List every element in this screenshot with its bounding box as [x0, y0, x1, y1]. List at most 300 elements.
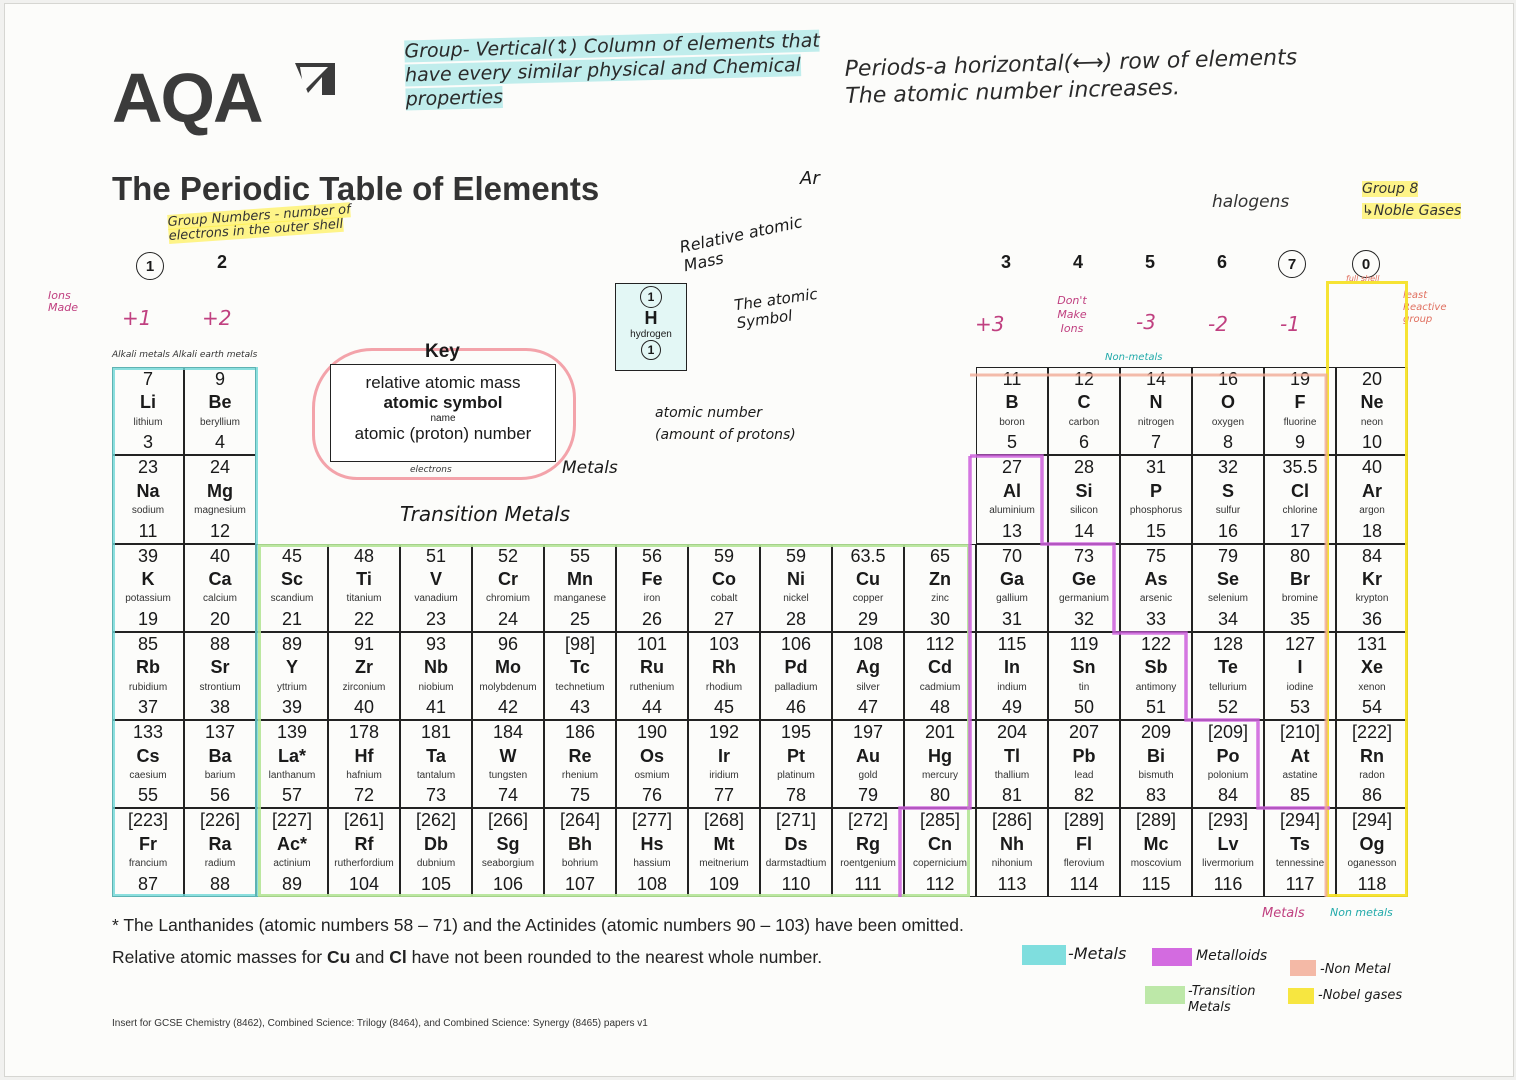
element-name: tellurium	[1209, 681, 1247, 693]
group-numbers-note: Group Numbers - number of electrons in the outer shell	[167, 202, 352, 244]
element-number: 106	[492, 873, 524, 894]
element-osmium	[616, 720, 688, 808]
element-yttrium	[256, 632, 328, 720]
element-iodine	[1264, 632, 1336, 720]
element-symbol: Ac*	[276, 833, 307, 854]
element-symbol: Po	[1216, 745, 1240, 766]
element-sodium	[112, 455, 184, 543]
charge-group-5: -3	[1136, 310, 1156, 334]
element-seaborgium	[472, 808, 544, 896]
element-symbol: Sr	[210, 657, 230, 678]
key-atomic-symbol: atomic symbol	[383, 393, 503, 412]
element-francium	[112, 808, 184, 896]
element-radon	[1336, 720, 1408, 808]
element-name: antimony	[1135, 681, 1177, 693]
element-name: astatine	[1282, 770, 1318, 782]
element-mass: 27	[1001, 457, 1023, 478]
element-mass: 201	[924, 722, 956, 743]
element-name: lanthanum	[268, 770, 316, 782]
element-mass: [272]	[847, 810, 889, 831]
element-mass: [98]	[564, 633, 596, 654]
element-number: 80	[929, 785, 951, 806]
element-symbol: Ir	[717, 745, 730, 766]
footnote-masses: Relative atomic masses for Cu and Cl have not been rounded to the nearest whole number.	[112, 947, 823, 967]
element-number: 20	[209, 608, 231, 629]
element-cadmium	[904, 632, 976, 720]
element-number: 5	[1006, 432, 1017, 453]
least-reactive-note: least Reactive group	[1403, 290, 1447, 325]
element-symbol: Cr	[497, 569, 518, 590]
element-name: francium	[128, 858, 168, 870]
element-number: 107	[564, 873, 596, 894]
element-name: osmium	[634, 770, 670, 782]
aqa-logo-mark-icon	[290, 55, 340, 100]
element-symbol: Bi	[1147, 745, 1165, 766]
key-name: name	[430, 413, 456, 424]
element-roentgenium	[832, 808, 904, 896]
element-symbol: Rg	[856, 833, 880, 854]
element-mass: 108	[852, 633, 884, 654]
element-name: copernicium	[913, 858, 967, 870]
element-sulfur	[1192, 455, 1264, 543]
element-symbol: Nb	[424, 657, 448, 678]
element-number: 42	[497, 697, 519, 718]
element-mass: [286]	[991, 810, 1033, 831]
element-radium	[184, 808, 256, 896]
element-mass: 75	[1145, 545, 1167, 566]
element-symbol: Cl	[1291, 480, 1309, 501]
element-name: germanium	[1058, 593, 1110, 605]
element-mass: 192	[708, 722, 740, 743]
element-number: 3	[142, 432, 153, 453]
element-name: zinc	[931, 593, 949, 605]
element-name: manganese	[553, 593, 607, 605]
element-actinium	[256, 808, 328, 896]
key-title: Key	[425, 341, 460, 362]
element-mass: 40	[1361, 457, 1383, 478]
element-number: 79	[857, 785, 879, 806]
element-number: 81	[1001, 785, 1023, 806]
element-number: 89	[281, 873, 303, 894]
element-symbol: Pb	[1072, 745, 1096, 766]
group-label-1: 1	[136, 252, 164, 280]
element-symbol: Ga	[999, 569, 1024, 590]
element-fluorine	[1264, 367, 1336, 455]
element-nihonium	[976, 808, 1048, 896]
element-mass: 93	[425, 633, 447, 654]
element-symbol: O	[1220, 392, 1235, 413]
element-name: sulfur	[1215, 505, 1241, 517]
element-symbol: Fe	[641, 569, 663, 590]
element-name: potassium	[125, 593, 171, 605]
element-mass: 119	[1069, 633, 1099, 654]
element-name: xenon	[1358, 681, 1386, 693]
element-symbol: At	[1290, 745, 1310, 766]
element-mass: 51	[425, 545, 447, 566]
dont-make-ions-note: Don't Make Ions	[1057, 294, 1087, 335]
element-mass: 65	[929, 545, 951, 566]
element-number: 108	[636, 873, 668, 894]
element-name: hassium	[633, 858, 671, 870]
element-number: 25	[569, 608, 591, 629]
element-symbol: Cs	[136, 745, 160, 766]
element-vanadium	[400, 544, 472, 632]
element-symbol: Fr	[139, 833, 157, 854]
group-label-3: 3	[1000, 252, 1011, 272]
h-name: hydrogen	[630, 329, 672, 340]
element-mass: 70	[1001, 545, 1023, 566]
element-zirconium	[328, 632, 400, 720]
element-mass: 133	[132, 722, 164, 743]
group-definition-note: Group- Vertical(↕) Column of elements that have every similar physical and Chemical properties	[404, 29, 821, 111]
element-mass: 28	[1073, 457, 1095, 478]
element-mass: 7	[142, 369, 153, 389]
element-mass: 88	[209, 633, 231, 654]
element-symbol: Te	[1218, 657, 1238, 678]
element-number: 105	[420, 873, 452, 894]
element-symbol: Ts	[1290, 833, 1310, 854]
element-number: 41	[425, 697, 447, 718]
element-number: 40	[353, 697, 375, 718]
element-number: 50	[1073, 697, 1095, 718]
element-rhodium	[688, 632, 760, 720]
element-mass: [261]	[343, 810, 385, 831]
element-mass: 52	[497, 545, 519, 566]
relative-atomic-mass-note: Relative atomic Mass	[677, 212, 805, 276]
element-mass: 103	[708, 633, 740, 654]
element-name: rubidium	[128, 681, 168, 693]
element-caesium	[112, 720, 184, 808]
element-number: 38	[209, 697, 231, 718]
non-metals-arrow-note: Non metals	[1330, 906, 1393, 919]
element-antimony	[1120, 632, 1192, 720]
element-name: oganesson	[1347, 858, 1397, 870]
element-number: 48	[929, 697, 951, 718]
element-mass: [293]	[1207, 810, 1249, 831]
element-tantalum	[400, 720, 472, 808]
element-name: darmstadtium	[765, 858, 827, 870]
aqa-logo: AQA	[112, 59, 262, 137]
element-number: 52	[1217, 697, 1239, 718]
element-symbol: Be	[208, 392, 232, 413]
page-title: The Periodic Table of Elements	[112, 170, 600, 207]
element-name: rhodium	[705, 681, 743, 693]
element-name: tennessine	[1275, 858, 1325, 870]
element-mass: 35.5	[1282, 457, 1318, 478]
element-symbol: Tl	[1004, 745, 1020, 766]
key-relative-atomic-mass: relative atomic mass	[365, 373, 521, 392]
element-mass: 59	[713, 545, 735, 566]
atomic-symbol-note: The atomic Symbol	[733, 284, 819, 333]
element-name: selenium	[1207, 593, 1249, 605]
element-dubnium	[400, 808, 472, 896]
element-boron	[976, 367, 1048, 455]
element-manganese	[544, 544, 616, 632]
full-shell-note: full shell	[1346, 274, 1380, 283]
element-number: 34	[1217, 608, 1239, 629]
element-symbol: Re	[568, 745, 592, 766]
element-number: 31	[1001, 608, 1023, 629]
element-lead	[1048, 720, 1120, 808]
group8-noble-gases-note: Group 8 ↳Noble Gases	[1362, 181, 1462, 219]
element-mass: 20	[1361, 369, 1383, 389]
element-tennessine	[1264, 808, 1336, 896]
element-mass: 48	[353, 545, 375, 566]
element-number: 24	[497, 608, 519, 629]
element-symbol: Sg	[496, 833, 520, 854]
element-name: platinum	[777, 770, 815, 782]
element-number: 75	[569, 785, 591, 806]
element-symbol: Xe	[1360, 657, 1384, 678]
element-chromium	[472, 544, 544, 632]
element-silicon	[1048, 455, 1120, 543]
element-oxygen	[1192, 367, 1264, 455]
element-number: 47	[857, 697, 879, 718]
element-number: 53	[1289, 697, 1311, 718]
element-oganesson	[1336, 808, 1408, 896]
element-number: 9	[1294, 432, 1305, 453]
element-number: 78	[785, 785, 807, 806]
element-symbol: Ti	[356, 569, 372, 590]
metals-note: Metals	[562, 458, 618, 478]
element-symbol: Pt	[787, 745, 805, 766]
group-label-4: 4	[1072, 252, 1083, 272]
element-number: 49	[1001, 697, 1023, 718]
element-name: ruthenium	[629, 681, 675, 693]
element-palladium	[760, 632, 832, 720]
element-symbol: Og	[1359, 833, 1385, 854]
element-symbol: Sb	[1144, 657, 1168, 678]
h-number: 1	[641, 340, 661, 360]
element-number: 13	[1001, 520, 1023, 541]
element-name: cobalt	[710, 593, 738, 605]
element-name: meitnerium	[699, 858, 749, 870]
element-mass: [271]	[775, 810, 817, 831]
element-carbon	[1048, 367, 1120, 455]
legend-metalloids-swatch	[1152, 948, 1192, 966]
element-symbol: Zr	[355, 657, 373, 678]
element-thallium	[976, 720, 1048, 808]
element-phosphorus	[1120, 455, 1192, 543]
electrons-note: electrons	[410, 465, 452, 475]
element-mass: [294]	[1351, 810, 1393, 831]
element-bismuth	[1120, 720, 1192, 808]
element-mass: 59	[785, 545, 807, 566]
group-label-6: 6	[1216, 252, 1227, 272]
element-nickel	[760, 544, 832, 632]
element-number: 56	[209, 785, 231, 806]
element-mass: 204	[996, 722, 1028, 743]
element-name: tungsten	[488, 770, 528, 782]
element-symbol: N	[1149, 392, 1163, 413]
element-name: nihonium	[991, 858, 1033, 870]
element-mass: 14	[1145, 369, 1167, 389]
element-mass: 190	[636, 722, 668, 743]
element-symbol: Tc	[570, 657, 590, 678]
element-number: 44	[641, 697, 663, 718]
element-name: tantalum	[416, 770, 456, 782]
element-name: silver	[856, 681, 880, 693]
element-symbol: Mg	[207, 480, 233, 501]
element-iridium	[688, 720, 760, 808]
element-name: barium	[204, 770, 236, 782]
element-name: nickel	[783, 593, 809, 605]
element-darmstadtium	[760, 808, 832, 896]
element-name: argon	[1359, 505, 1385, 517]
element-name: caesium	[129, 770, 167, 782]
element-name: neon	[1360, 416, 1384, 428]
element-bohrium	[544, 808, 616, 896]
element-mass: [277]	[631, 810, 673, 831]
element-symbol: V	[429, 569, 442, 590]
element-name: carbon	[1068, 416, 1100, 428]
element-name: flerovium	[1063, 858, 1105, 870]
key-atomic-number: atomic (proton) number	[354, 424, 532, 443]
element-symbol: S	[1221, 480, 1234, 501]
element-polonium	[1192, 720, 1264, 808]
element-number: 12	[209, 520, 231, 541]
element-symbol: Li	[140, 392, 156, 413]
element-name: bohrium	[561, 858, 599, 870]
element-mass: 63.5	[850, 545, 886, 566]
element-symbol: Zn	[929, 569, 951, 590]
element-number: 118	[1357, 873, 1387, 894]
element-symbol: Kr	[1361, 569, 1382, 590]
element-number: 76	[641, 785, 663, 806]
element-symbol: Lv	[1217, 833, 1239, 854]
element-number: 84	[1217, 785, 1239, 806]
element-xenon	[1336, 632, 1408, 720]
element-number: 72	[353, 785, 375, 806]
element-scandium	[256, 544, 328, 632]
insert-caption: Insert for GCSE Chemistry (8462), Combined Science: Trilogy (8464), and Combined Science: Synergy (8465) papers v1	[112, 1018, 648, 1029]
element-number: 82	[1073, 785, 1095, 806]
element-symbol: As	[1144, 569, 1168, 590]
element-selenium	[1192, 544, 1264, 632]
element-mass: [285]	[919, 810, 961, 831]
element-symbol: Ne	[1360, 392, 1384, 413]
element-name: tin	[1078, 681, 1090, 693]
element-name: radon	[1359, 770, 1385, 782]
element-mass: 84	[1361, 545, 1383, 566]
element-name: cadmium	[919, 681, 961, 693]
element-indium	[976, 632, 1048, 720]
element-number: 77	[713, 785, 735, 806]
element-symbol: Si	[1075, 480, 1093, 501]
element-mass: 23	[137, 457, 159, 478]
element-name: arsenic	[1139, 593, 1173, 605]
element-meitnerium	[688, 808, 760, 896]
element-name: sodium	[131, 505, 165, 517]
element-number: 35	[1289, 608, 1311, 629]
group-label-7: 7	[1278, 250, 1306, 278]
element-number: 117	[1285, 873, 1315, 894]
element-symbol: Hf	[354, 745, 374, 766]
element-number: 36	[1361, 608, 1383, 629]
group-label-2: 2	[216, 252, 227, 272]
element-symbol: I	[1297, 657, 1303, 678]
element-silver	[832, 632, 904, 720]
element-mass: 178	[348, 722, 380, 743]
element-hafnium	[328, 720, 400, 808]
h-mass: 1	[640, 286, 662, 308]
element-cobalt	[688, 544, 760, 632]
element-chlorine	[1264, 455, 1336, 543]
element-number: 46	[785, 697, 807, 718]
element-number: 51	[1145, 697, 1167, 718]
element-mercury	[904, 720, 976, 808]
element-symbol: Mo	[495, 657, 521, 678]
element-beryllium	[184, 367, 256, 455]
element-symbol: Ba	[208, 745, 232, 766]
element-number: 116	[1213, 873, 1243, 894]
element-mass: [268]	[703, 810, 745, 831]
element-number: 74	[497, 785, 519, 806]
element-number: 55	[137, 785, 159, 806]
element-name: krypton	[1355, 593, 1389, 605]
legend-metals-swatch	[1022, 945, 1066, 965]
element-mass: 184	[492, 722, 524, 743]
legend-noble-swatch	[1288, 988, 1314, 1004]
element-lithium	[112, 367, 184, 455]
element-name: scandium	[270, 593, 314, 605]
element-mass: 9	[214, 369, 225, 389]
element-symbol: Mt	[713, 833, 735, 854]
element-mass: 12	[1073, 369, 1095, 389]
element-name: gold	[858, 770, 878, 782]
element-symbol: Mc	[1143, 833, 1169, 854]
element-number: 113	[997, 873, 1027, 894]
element-name: dubnium	[416, 858, 456, 870]
element-mass: 131	[1356, 633, 1388, 654]
element-symbol: In	[1004, 657, 1020, 678]
element-symbol: Bh	[568, 833, 592, 854]
element-tellurium	[1192, 632, 1264, 720]
element-iron	[616, 544, 688, 632]
charge-group-2: +2	[202, 306, 232, 330]
element-number: 45	[713, 697, 735, 718]
element-name: seaborgium	[481, 858, 535, 870]
element-mass: 16	[1217, 369, 1239, 389]
element-symbol: C	[1077, 392, 1091, 413]
element-number: 86	[1361, 785, 1383, 806]
element-symbol: Au	[856, 745, 880, 766]
element-number: 73	[425, 785, 447, 806]
element-symbol: Ds	[784, 833, 808, 854]
element-niobium	[400, 632, 472, 720]
element-mass: 207	[1068, 722, 1100, 743]
element-number: 4	[214, 432, 225, 453]
legend-metals-label: -Metals	[1068, 944, 1127, 963]
element-number: 18	[1361, 520, 1383, 541]
element-symbol: Co	[712, 569, 736, 590]
element-mass: [209]	[1207, 722, 1249, 743]
charge-group-1: +1	[122, 306, 152, 330]
element-symbol: Y	[285, 657, 298, 678]
element-name: hafnium	[346, 770, 382, 782]
element-number: 57	[281, 785, 303, 806]
element-mass: [294]	[1279, 810, 1321, 831]
element-hassium	[616, 808, 688, 896]
element-symbol: La*	[277, 745, 306, 766]
element-name: fluorine	[1283, 416, 1317, 428]
element-number: 88	[209, 873, 231, 894]
element-symbol: F	[1294, 392, 1306, 413]
element-mass: 19	[1289, 369, 1311, 389]
element-number: 17	[1289, 520, 1311, 541]
element-calcium	[184, 544, 256, 632]
element-mass: [210]	[1279, 722, 1321, 743]
